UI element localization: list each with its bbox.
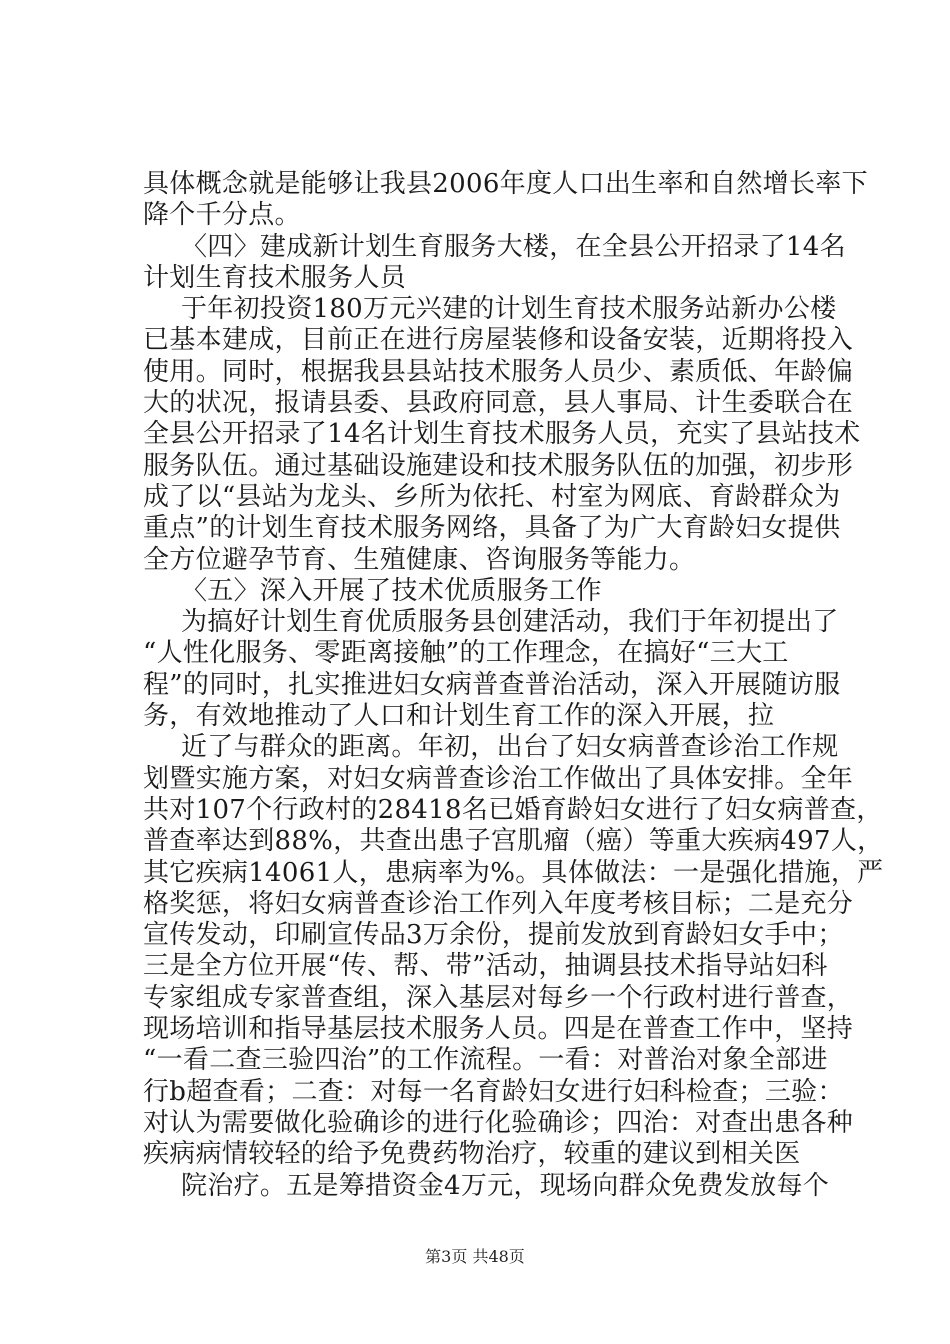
text-line: 其它疾病14061人，患病率为%。具体做法：一是强化措施，严: [143, 857, 884, 888]
text-line: 大的状况，报请县委、县政府同意，县人事局、计生委联合在: [143, 388, 854, 419]
text-line: 三是全方位开展“传、帮、带”活动，抽调县技术指导站妇科: [143, 951, 828, 982]
text-line: 格奖惩，将妇女病普查诊治工作列入年度考核目标；二是充分: [143, 888, 854, 919]
text-line: 全县公开招录了14名计划生育技术服务人员，充实了县站技术: [143, 419, 861, 450]
text-line: 〈五〉深入开展了技术优质服务工作: [181, 575, 602, 606]
page-footer: 第3页 共48页: [425, 1247, 525, 1266]
text-line: 已基本建成，目前正在进行房屋装修和设备安装，近期将投入: [143, 325, 854, 356]
text-line: 具体概念就是能够让我县2006年度人口出生率和自然增长率下: [143, 169, 868, 199]
text-line: 于年初投资180万元兴建的计划生育技术服务站新办公楼: [181, 294, 837, 325]
text-line: “一看二查三验四治”的工作流程。一看：对普治对象全部进: [143, 1045, 828, 1076]
text-line: 为搞好计划生育优质服务县创建活动，我们于年初提出了: [181, 607, 839, 638]
text-line: 划暨实施方案，对妇女病普查诊治工作做出了具体安排。全年: [143, 763, 854, 794]
text-line: 程”的同时，扎实推进妇女病普查普治活动，深入开展随访服: [143, 669, 841, 700]
text-line: 专家组成专家普查组，深入基层对每乡一个行政村进行普查，: [143, 982, 854, 1013]
text-line: 共对107个行政村的28418名已婚育龄妇女进行了妇女病普查，: [143, 794, 883, 825]
text-line: 全方位避孕节育、生殖健康、咨询服务等能力。: [143, 544, 696, 575]
text-line: 行b超查看；二查：对每一名育龄妇女进行妇科检查；三验：: [143, 1076, 844, 1107]
text-line: 近了与群众的距离。年初，出台了妇女病普查诊治工作规: [181, 732, 839, 763]
text-line: 宣传发动，印刷宣传品3万余份，提前发放到育龄妇女手中；: [143, 920, 844, 951]
text-line: 重点”的计划生育技术服务网络，具备了为广大育龄妇女提供: [143, 513, 841, 544]
text-line: 〈四〉建成新计划生育服务大楼，在全县公开招录了14名: [181, 231, 846, 262]
text-line: 成了以“县站为龙头、乡所为依托、村室为网底、育龄群众为: [143, 481, 841, 512]
text-line: 院治疗。五是筹措资金4万元，现场向群众免费发放每个: [181, 1170, 830, 1201]
text-line: “人性化服务、零距离接触”的工作理念，在搞好“三大工: [143, 638, 789, 669]
text-line: 对认为需要做化验确诊的进行化验确诊；四治：对查出患各种: [143, 1107, 854, 1138]
text-line: 计划生育技术服务人员: [143, 262, 407, 293]
document-body: [143, 169, 884, 1202]
text-line: 使用。同时，根据我县县站技术服务人员少、素质低、年龄偏: [143, 356, 854, 387]
text-line: 服务队伍。通过基础设施建设和技术服务队伍的加强，初步形: [143, 450, 854, 481]
text-line: 现场培训和指导基层技术服务人员。四是在普查工作中，坚持: [143, 1014, 854, 1045]
text-line: 疾病病情较轻的给予免费药物治疗，较重的建议到相关医: [143, 1139, 801, 1170]
text-line: 务，有效地推动了人口和计划生育工作的深入开展，拉: [143, 701, 775, 732]
text-line: 普查率达到88%，共查出患子宫肌瘤（癌）等重大疾病497人，: [143, 826, 884, 857]
text-line: 降个千分点。: [143, 200, 301, 231]
